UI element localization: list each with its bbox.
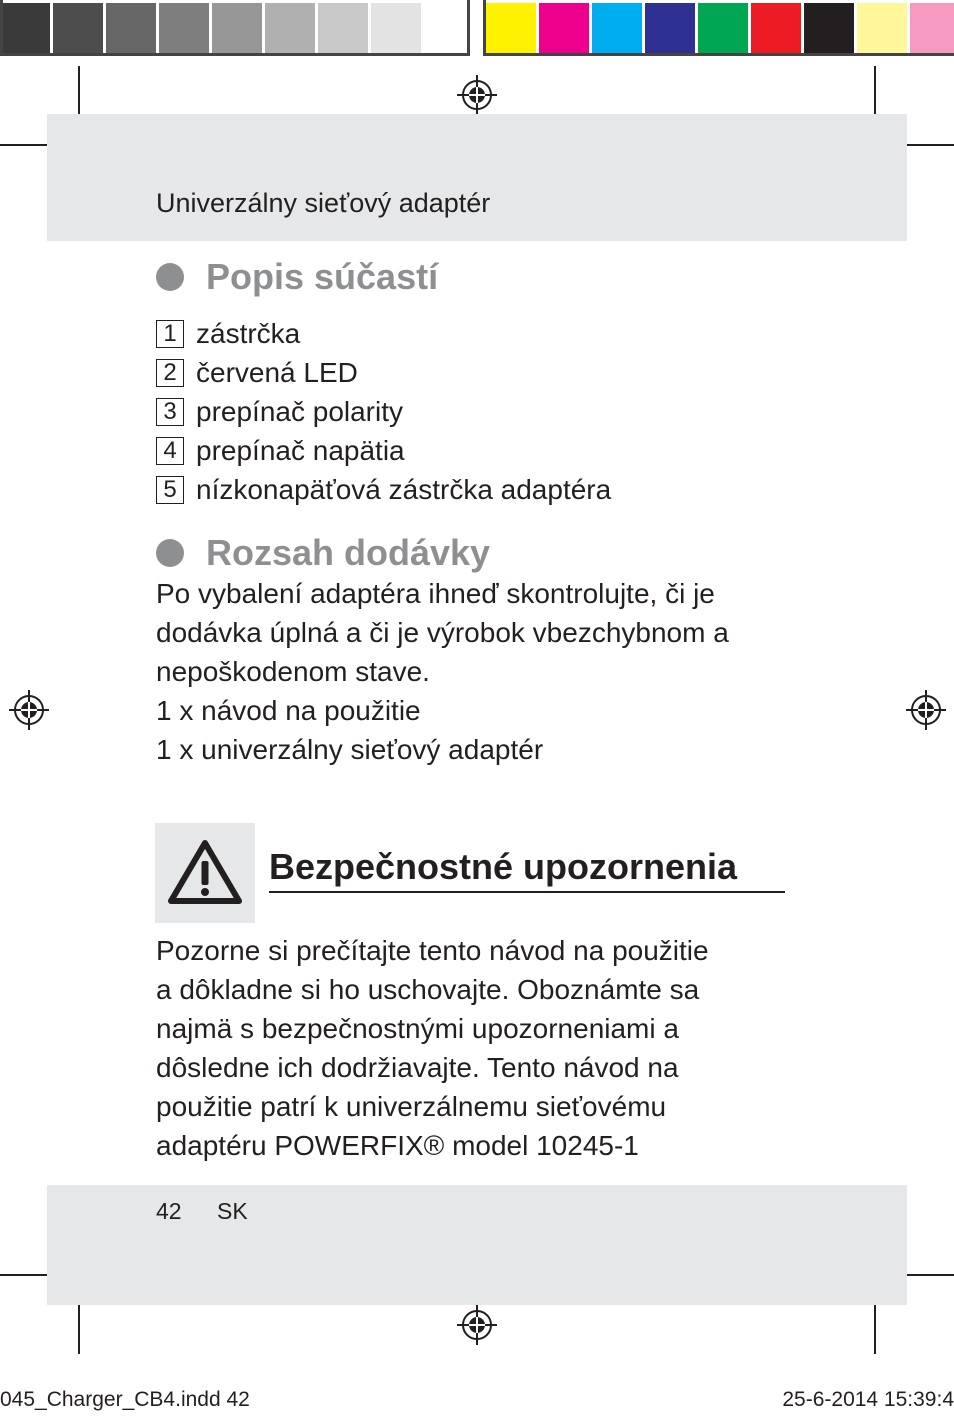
text-line: Pozorne si prečítajte tento návod na použitie	[156, 935, 709, 966]
text-line: nepoškodenom stave.	[156, 656, 430, 687]
safety-paragraph	[156, 931, 709, 1165]
text-line: a dôkladne si ho uschovajte. Oboznámte sa	[156, 974, 700, 1005]
bullet-icon	[156, 539, 184, 567]
text-line: 1 x návod na použitie	[156, 695, 421, 726]
text-line: dodávka úplná a či je výrobok vbezchybnom a	[156, 617, 729, 648]
parts-list	[156, 314, 611, 509]
list-item	[156, 314, 611, 353]
section-title: Popis súčastí	[206, 256, 439, 297]
part-number: 1	[156, 320, 184, 348]
registration-mark-icon	[455, 73, 499, 117]
warning-icon-box	[155, 823, 255, 923]
part-number: 4	[156, 437, 184, 465]
list-item	[156, 392, 611, 431]
registration-mark-icon	[904, 688, 948, 732]
safety-title: Bezpečnostné upozornenia	[269, 846, 738, 887]
part-label: prepínač napätia	[196, 434, 405, 466]
part-label: zástrčka	[196, 317, 301, 349]
section-heading-parts	[156, 256, 438, 298]
crop-mark	[874, 1298, 876, 1354]
part-number: 3	[156, 398, 184, 426]
crop-mark	[78, 1298, 80, 1354]
part-number: 5	[156, 476, 184, 504]
text-line: adaptéru POWERFIX® model 10245-1	[156, 1130, 639, 1161]
running-title: Univerzálny sieťový adaptér	[156, 188, 491, 218]
list-item	[156, 353, 611, 392]
list-item	[156, 470, 611, 509]
header-band	[47, 114, 907, 241]
bullet-icon	[156, 263, 184, 291]
text-line: dôsledne ich dodržiavajte. Tento návod na	[156, 1052, 679, 1083]
part-label: červená LED	[196, 356, 358, 388]
section-heading-delivery	[156, 532, 490, 574]
text-line: 1 x univerzálny sieťový adaptér	[156, 734, 544, 765]
list-item	[156, 431, 611, 470]
part-number: 2	[156, 359, 184, 387]
part-label: nízkonapäťová zástrčka adaptéra	[196, 473, 612, 505]
text-line: použitie patrí k univerzálnemu sieťovému	[156, 1091, 667, 1122]
text-line: najmä s bezpečnostnými upozorneniami a	[156, 1013, 679, 1044]
grayscale-bar-frame	[0, 0, 470, 56]
registration-mark-icon	[7, 688, 51, 732]
part-label: prepínač polarity	[196, 395, 404, 427]
color-bar-frame	[483, 0, 954, 56]
registration-mark-icon	[455, 1303, 499, 1347]
delivery-paragraph	[156, 574, 729, 769]
slug-filename: 045_Charger_CB4.indd 42	[0, 1388, 250, 1411]
language-code: SK	[217, 1198, 248, 1224]
slug-datetime: 25-6-2014 15:39:4	[782, 1388, 954, 1411]
title-underline	[269, 891, 785, 893]
page-number: 42	[156, 1198, 182, 1224]
warning-triangle-icon	[155, 823, 255, 923]
text-line: Po vybalení adaptéra ihneď skontrolujte, či je	[156, 578, 715, 609]
section-title: Rozsah dodávky	[206, 532, 491, 573]
